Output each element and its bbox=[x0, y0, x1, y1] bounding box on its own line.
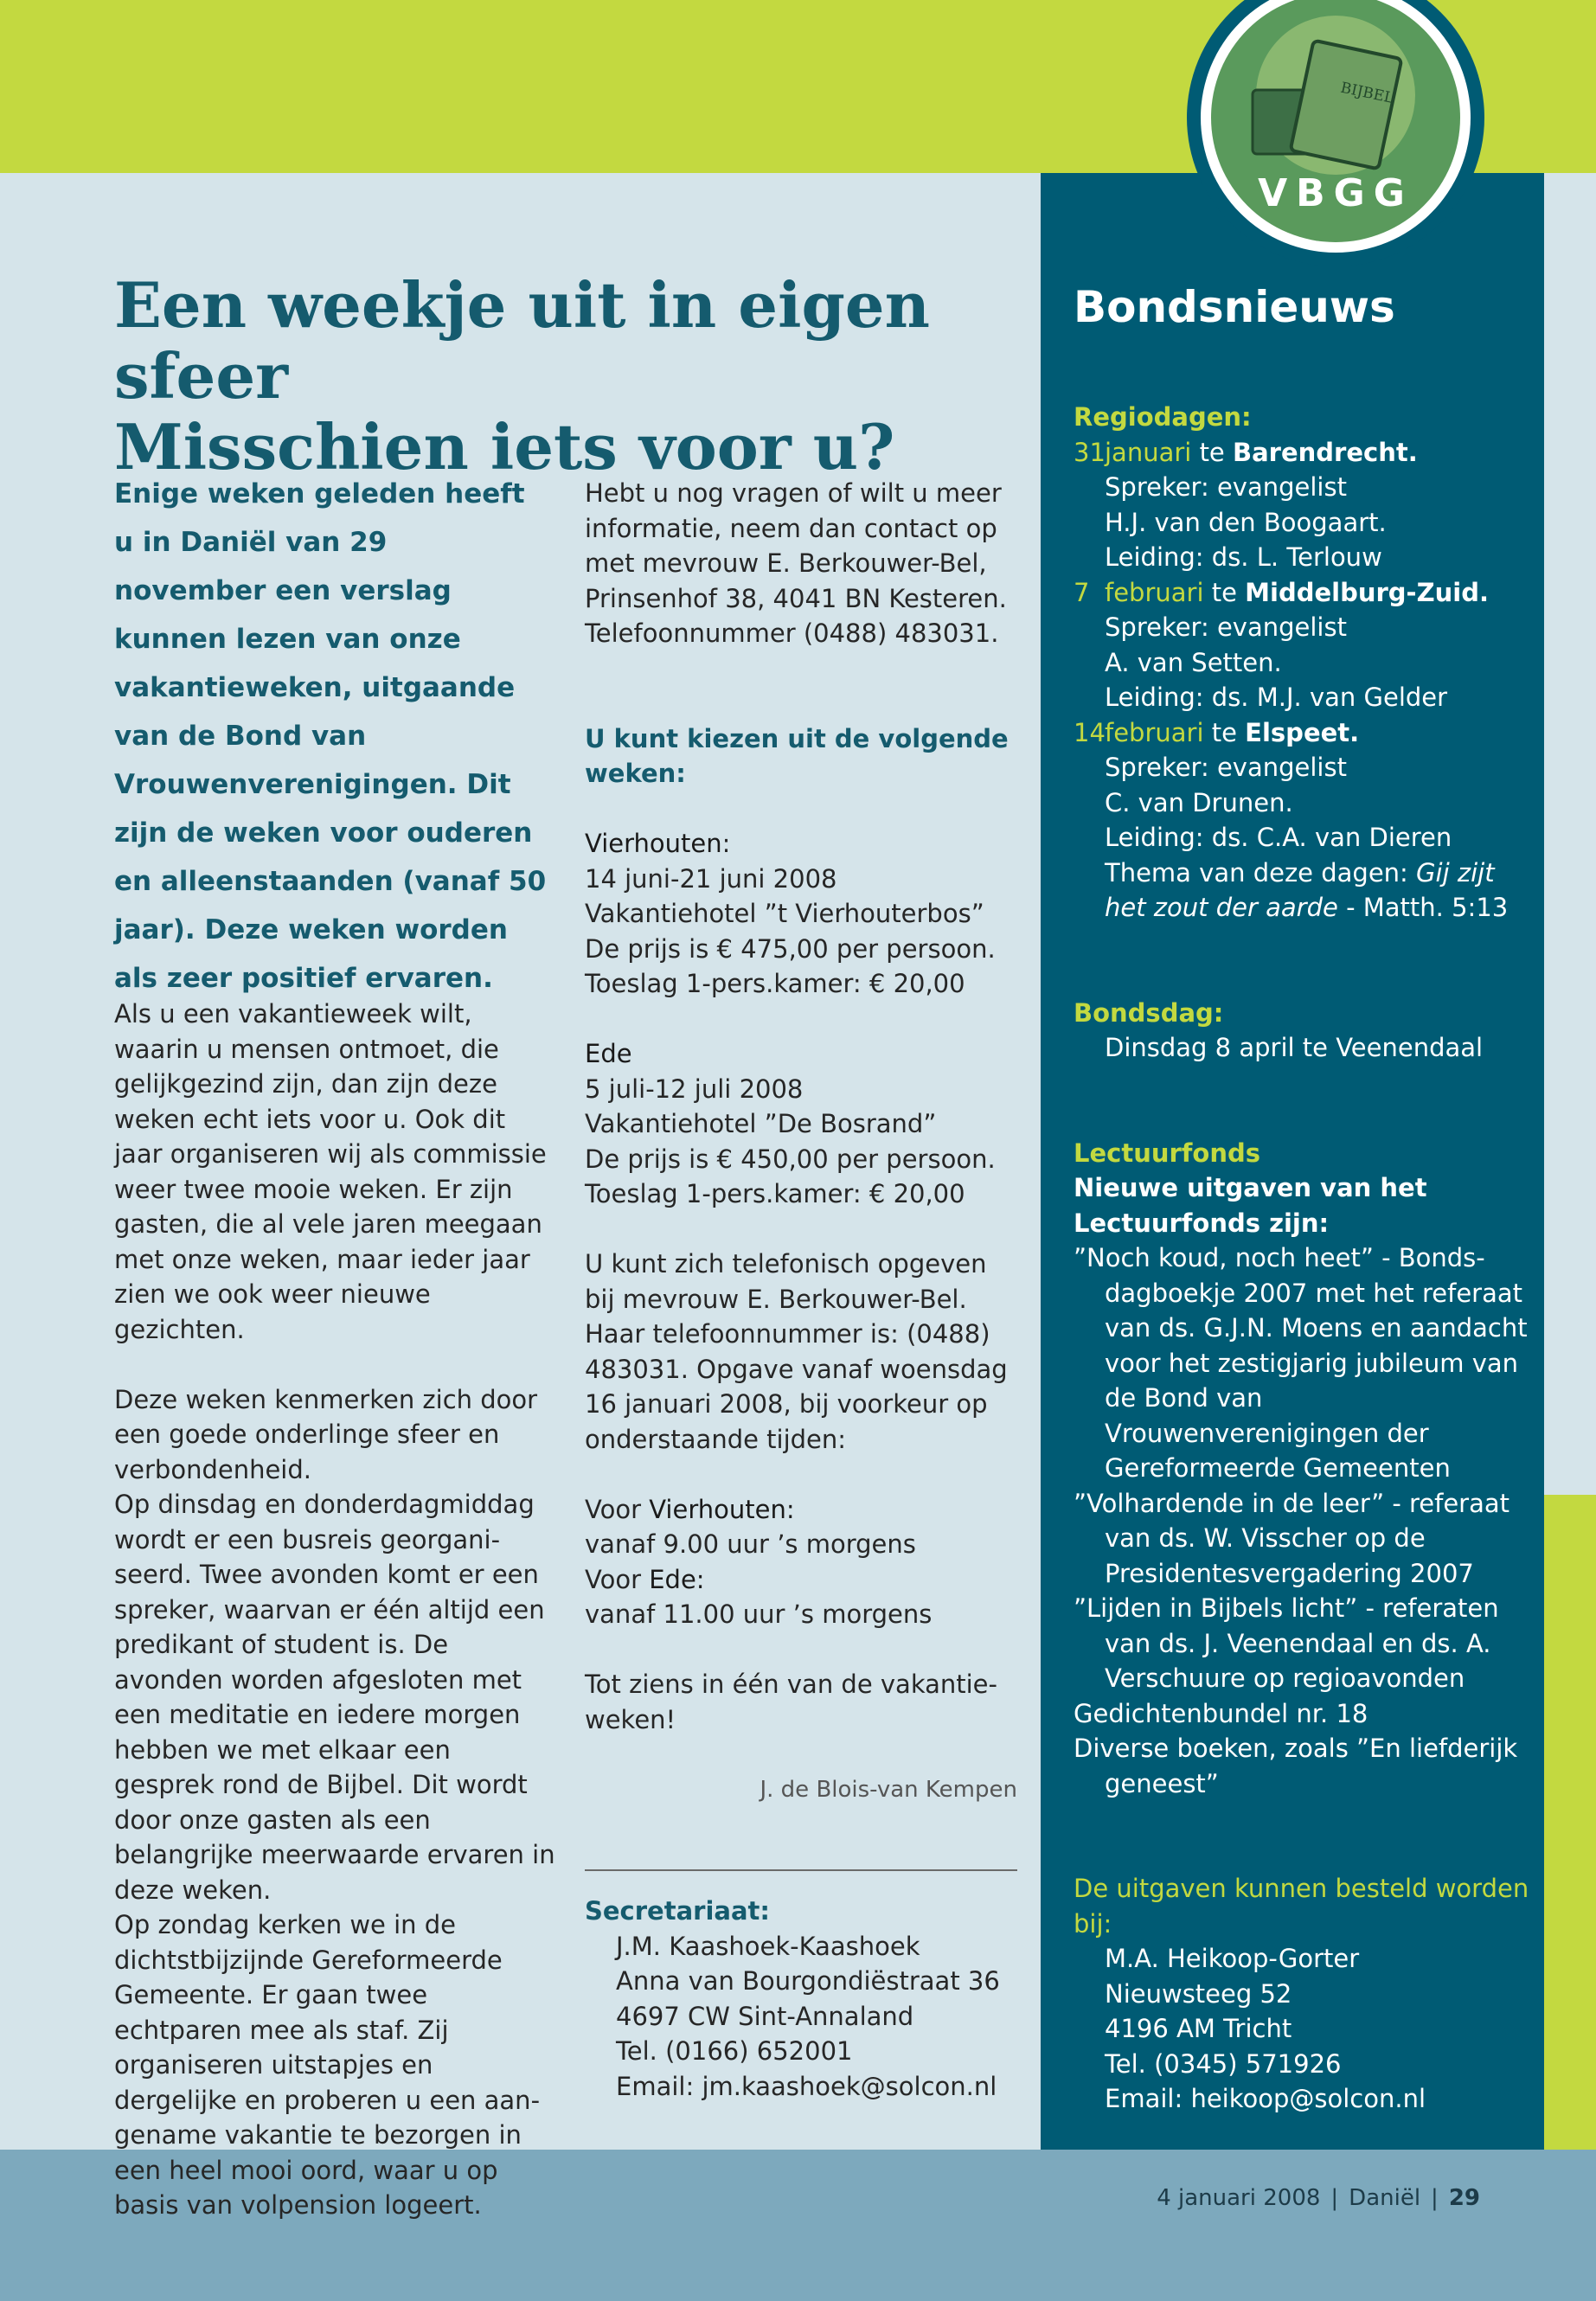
week-supplement: Toeslag 1-pers.kamer: € 20,00 bbox=[585, 969, 965, 998]
secretariaat-line: 4697 CW Sint-Annaland bbox=[616, 2001, 914, 2031]
body-column-1 bbox=[114, 997, 555, 2223]
week-price: De prijs is € 450,00 per persoon. bbox=[585, 1144, 996, 1174]
week-hotel: Vakantiehotel ”t Vierhouterbos” bbox=[585, 899, 984, 928]
time-value: vanaf 11.00 uur ’s morgens bbox=[585, 1599, 933, 1629]
footer-date: 4 januari 2008 bbox=[1157, 2185, 1321, 2211]
regiodagen-heading: Regiodagen: bbox=[1074, 402, 1252, 432]
body-paragraph: Op zondag kerken we in de dichtstbijzijnde Gereformeerde Gemeente. Er gaan twee echtparen mee als staf. Zij organiseren uitstapjes en dergelijke en proberen u een aangename vakantie te bezorgen in een heel mooi oord, waar u op basis van volpension logeert. bbox=[114, 1910, 541, 2220]
body-paragraph: Deze weken kenmerken zich door een goede onderlinge sfeer en verbondenheid. bbox=[114, 1384, 538, 1484]
secretariaat-line: J.M. Kaashoek-Kaashoek bbox=[616, 1931, 920, 1961]
body-paragraph: Als u een vakantieweek wilt, waarin u mensen ontmoet, die gelijkgezind zijn, dan zijn deze weken echt iets voor u. Ook dit jaar organiseren wij als commissie weer twee mooie weken. Er zijn gasten, die al vele jaren meegaan met onze weken, maar ieder jaar zien we ook weer nieuwe gezichten. bbox=[114, 999, 547, 1344]
page-number: 29 bbox=[1448, 2185, 1480, 2211]
headline-line-2: Misschien iets voor u? bbox=[114, 410, 895, 484]
week-dates: 14 juni-21 juni 2008 bbox=[585, 863, 837, 894]
lectuurfonds-item: ”Noch koud, noch heet” - Bondsdagboekje 2007 met het referaat van ds. G.J.N. Moens en aandacht voor het zestigjarig jubileum van de Bond van Vrouwenverenigingen der Gereformeerde Gemeenten bbox=[1074, 1243, 1528, 1483]
body-column-2 bbox=[585, 476, 1017, 2104]
lectuurfonds-item: ”Volhardende in de leer” - referaat van ds. W. Visscher op de Presidentesvergadering 2007 bbox=[1074, 1488, 1510, 1588]
logo-text: VBGG bbox=[1258, 171, 1413, 215]
article-headline bbox=[114, 270, 1022, 483]
lime-side-strip bbox=[1544, 1495, 1596, 2150]
signup-paragraph: U kunt zich telefonisch opgeven bij mevrouw E. Berkouwer-Bel. Haar telefoonnummer is: (0488) 483031. Opgave vanaf woensdag 16 januari 2008, bij voorkeur op onderstaande tijden: bbox=[585, 1249, 1008, 1454]
footer-magazine: Daniël bbox=[1349, 2185, 1421, 2211]
regiodag-entry: 14februari te Elspeet. Spreker: evangelist C. van Drunen. Leiding: ds. C.A. van Dieren bbox=[1074, 715, 1541, 856]
contact-paragraph: Hebt u nog vragen of wilt u meer informatie, neem dan contact op met mevrouw E. Berkouwer-Bel, Prinsenhof 38, 4041 BN Kesteren. Telefoonnummer (0488) 483031. bbox=[585, 478, 1007, 648]
time-place: Vierhouten: bbox=[649, 1494, 795, 1524]
order-line: Nieuwsteeg 52 bbox=[1105, 1978, 1292, 2009]
signature: J. de Blois-van Kempen bbox=[760, 1776, 1017, 1803]
secretariaat-line: Anna van Bourgondiëstraat 36 bbox=[616, 1966, 1000, 1996]
page-footer: 4 januari 2008 | Daniël | 29 bbox=[1157, 2185, 1480, 2211]
closing-paragraph: Tot ziens in één van de vakantieweken! bbox=[585, 1670, 997, 1734]
week-price: De prijs is € 475,00 per persoon. bbox=[585, 933, 996, 964]
time-place: Ede: bbox=[649, 1564, 705, 1594]
weeks-heading: U kunt kiezen uit de volgende weken: bbox=[585, 723, 1009, 788]
regiodag-place: Middelburg-Zuid. bbox=[1245, 577, 1489, 607]
bondsdag-heading: Bondsdag: bbox=[1074, 997, 1224, 1028]
body-paragraph: Op dinsdag en donderdagmiddag wordt er een busreis georganiseerd. Twee avonden komt er een spreker, waarvan er één altijd een predikant of student is. De avonden worden afgesloten met een meditatie en iedere morgen hebben we met elkaar een gesprek rond de Bijbel. Dit wordt door onze gasten als een belangrijke meerwaarde ervaren in deze weken. bbox=[114, 1490, 555, 1905]
regiodag-entry: 31januari te Barendrecht. Spreker: evangelist H.J. van den Boogaart. Leiding: ds. L. Terlouw bbox=[1074, 435, 1541, 575]
order-heading: De uitgaven kunnen besteld worden bij: bbox=[1074, 1874, 1529, 1939]
regiodag-month: februari bbox=[1105, 717, 1204, 747]
regiodag-month: februari bbox=[1105, 577, 1204, 607]
regiodagen-theme: Thema van deze dagen: Gij zijt het zout der aarde - Matth. 5:13 bbox=[1105, 857, 1509, 922]
headline-line-1: Een weekje uit in eigen sfeer bbox=[114, 268, 930, 413]
week-ede bbox=[585, 1036, 1017, 1212]
secretariaat-email: Email: jm.kaashoek@solcon.nl bbox=[616, 2071, 997, 2101]
week-hotel: Vakantiehotel ”De Bosrand” bbox=[585, 1109, 937, 1138]
regiodag-entry: 7 februari te Middelburg-Zuid. Spreker: evangelist A. van Setten. Leiding: ds. M.J. van Gelder bbox=[1074, 575, 1541, 715]
regiodag-day: 31 bbox=[1074, 437, 1106, 467]
secretariaat-line: Tel. (0166) 652001 bbox=[616, 2036, 853, 2066]
bondsdag-text: Dinsdag 8 april te Veenendaal bbox=[1105, 1033, 1484, 1062]
regiodag-place: Barendrecht. bbox=[1233, 437, 1418, 467]
lectuurfonds-heading: Lectuurfonds bbox=[1074, 1138, 1260, 1168]
lectuurfonds-item: Gedichtenbundel nr. 18 bbox=[1074, 1698, 1368, 1728]
right-margin-strip bbox=[1544, 173, 1596, 1495]
order-line: M.A. Heikoop-Gorter bbox=[1105, 1944, 1360, 1973]
week-vierhouten: Vierhouten: 14 juni-21 juni 2008 Vakantiehotel ”t Vierhouterbos” De prijs is € 475,00 per persoon. Toeslag 1-pers.kamer: € 20,00 bbox=[585, 826, 1017, 1002]
book-label: BIJBEL bbox=[1338, 79, 1395, 108]
lead-paragraph: Enige weken geleden heeft u in Daniël van 29 november een verslag kunnen lezen van onze vakantieweken, uitgaande van de Bond van Vrouwenverenigingen. Dit zijn de weken voor ouderen en alleenstaanden (vanaf 50 jaar). Deze weken worden als zeer positief ervaren. bbox=[114, 478, 547, 994]
week-place: Vierhouten bbox=[585, 829, 722, 858]
regiodag-day: 7 bbox=[1074, 577, 1090, 607]
week-place: Ede bbox=[585, 1039, 632, 1068]
sidebar-content bbox=[1074, 289, 1541, 2117]
order-line: 4196 AM Tricht bbox=[1105, 2014, 1292, 2043]
lectuurfonds-item: Diverse boeken, zoals ”En liefderijk geneest” bbox=[1074, 1734, 1518, 1798]
lectuurfonds-subheading: Nieuwe uitgaven van het Lectuurfonds zijn: bbox=[1074, 1173, 1427, 1238]
order-line: Tel. (0345) 571926 bbox=[1105, 2048, 1342, 2079]
regiodag-month: januari bbox=[1105, 437, 1192, 467]
regiodag-day: 14 bbox=[1074, 717, 1106, 747]
lectuurfonds-item: ”Lijden in Bijbels licht” - referaten van ds. J. Veenendaal en ds. A. Verschuure op regioavonden bbox=[1074, 1593, 1499, 1693]
sidebar-title: Bondsnieuws bbox=[1074, 282, 1395, 332]
signup-times: Voor Vierhouten: vanaf 9.00 uur ’s morgens Voor Ede: vanaf 11.00 uur ’s morgens bbox=[585, 1492, 1017, 1632]
regiodag-place: Elspeet. bbox=[1245, 717, 1360, 747]
time-value: vanaf 9.00 uur ’s morgens bbox=[585, 1529, 916, 1559]
week-dates: 5 juli-12 juli 2008 bbox=[585, 1074, 804, 1104]
secretariaat-heading: Secretariaat: bbox=[585, 1896, 770, 1926]
vbgg-logo bbox=[1183, 0, 1488, 270]
week-supplement: Toeslag 1-pers.kamer: € 20,00 bbox=[585, 1179, 965, 1208]
order-email: Email: heikoop@solcon.nl bbox=[1105, 2084, 1426, 2113]
